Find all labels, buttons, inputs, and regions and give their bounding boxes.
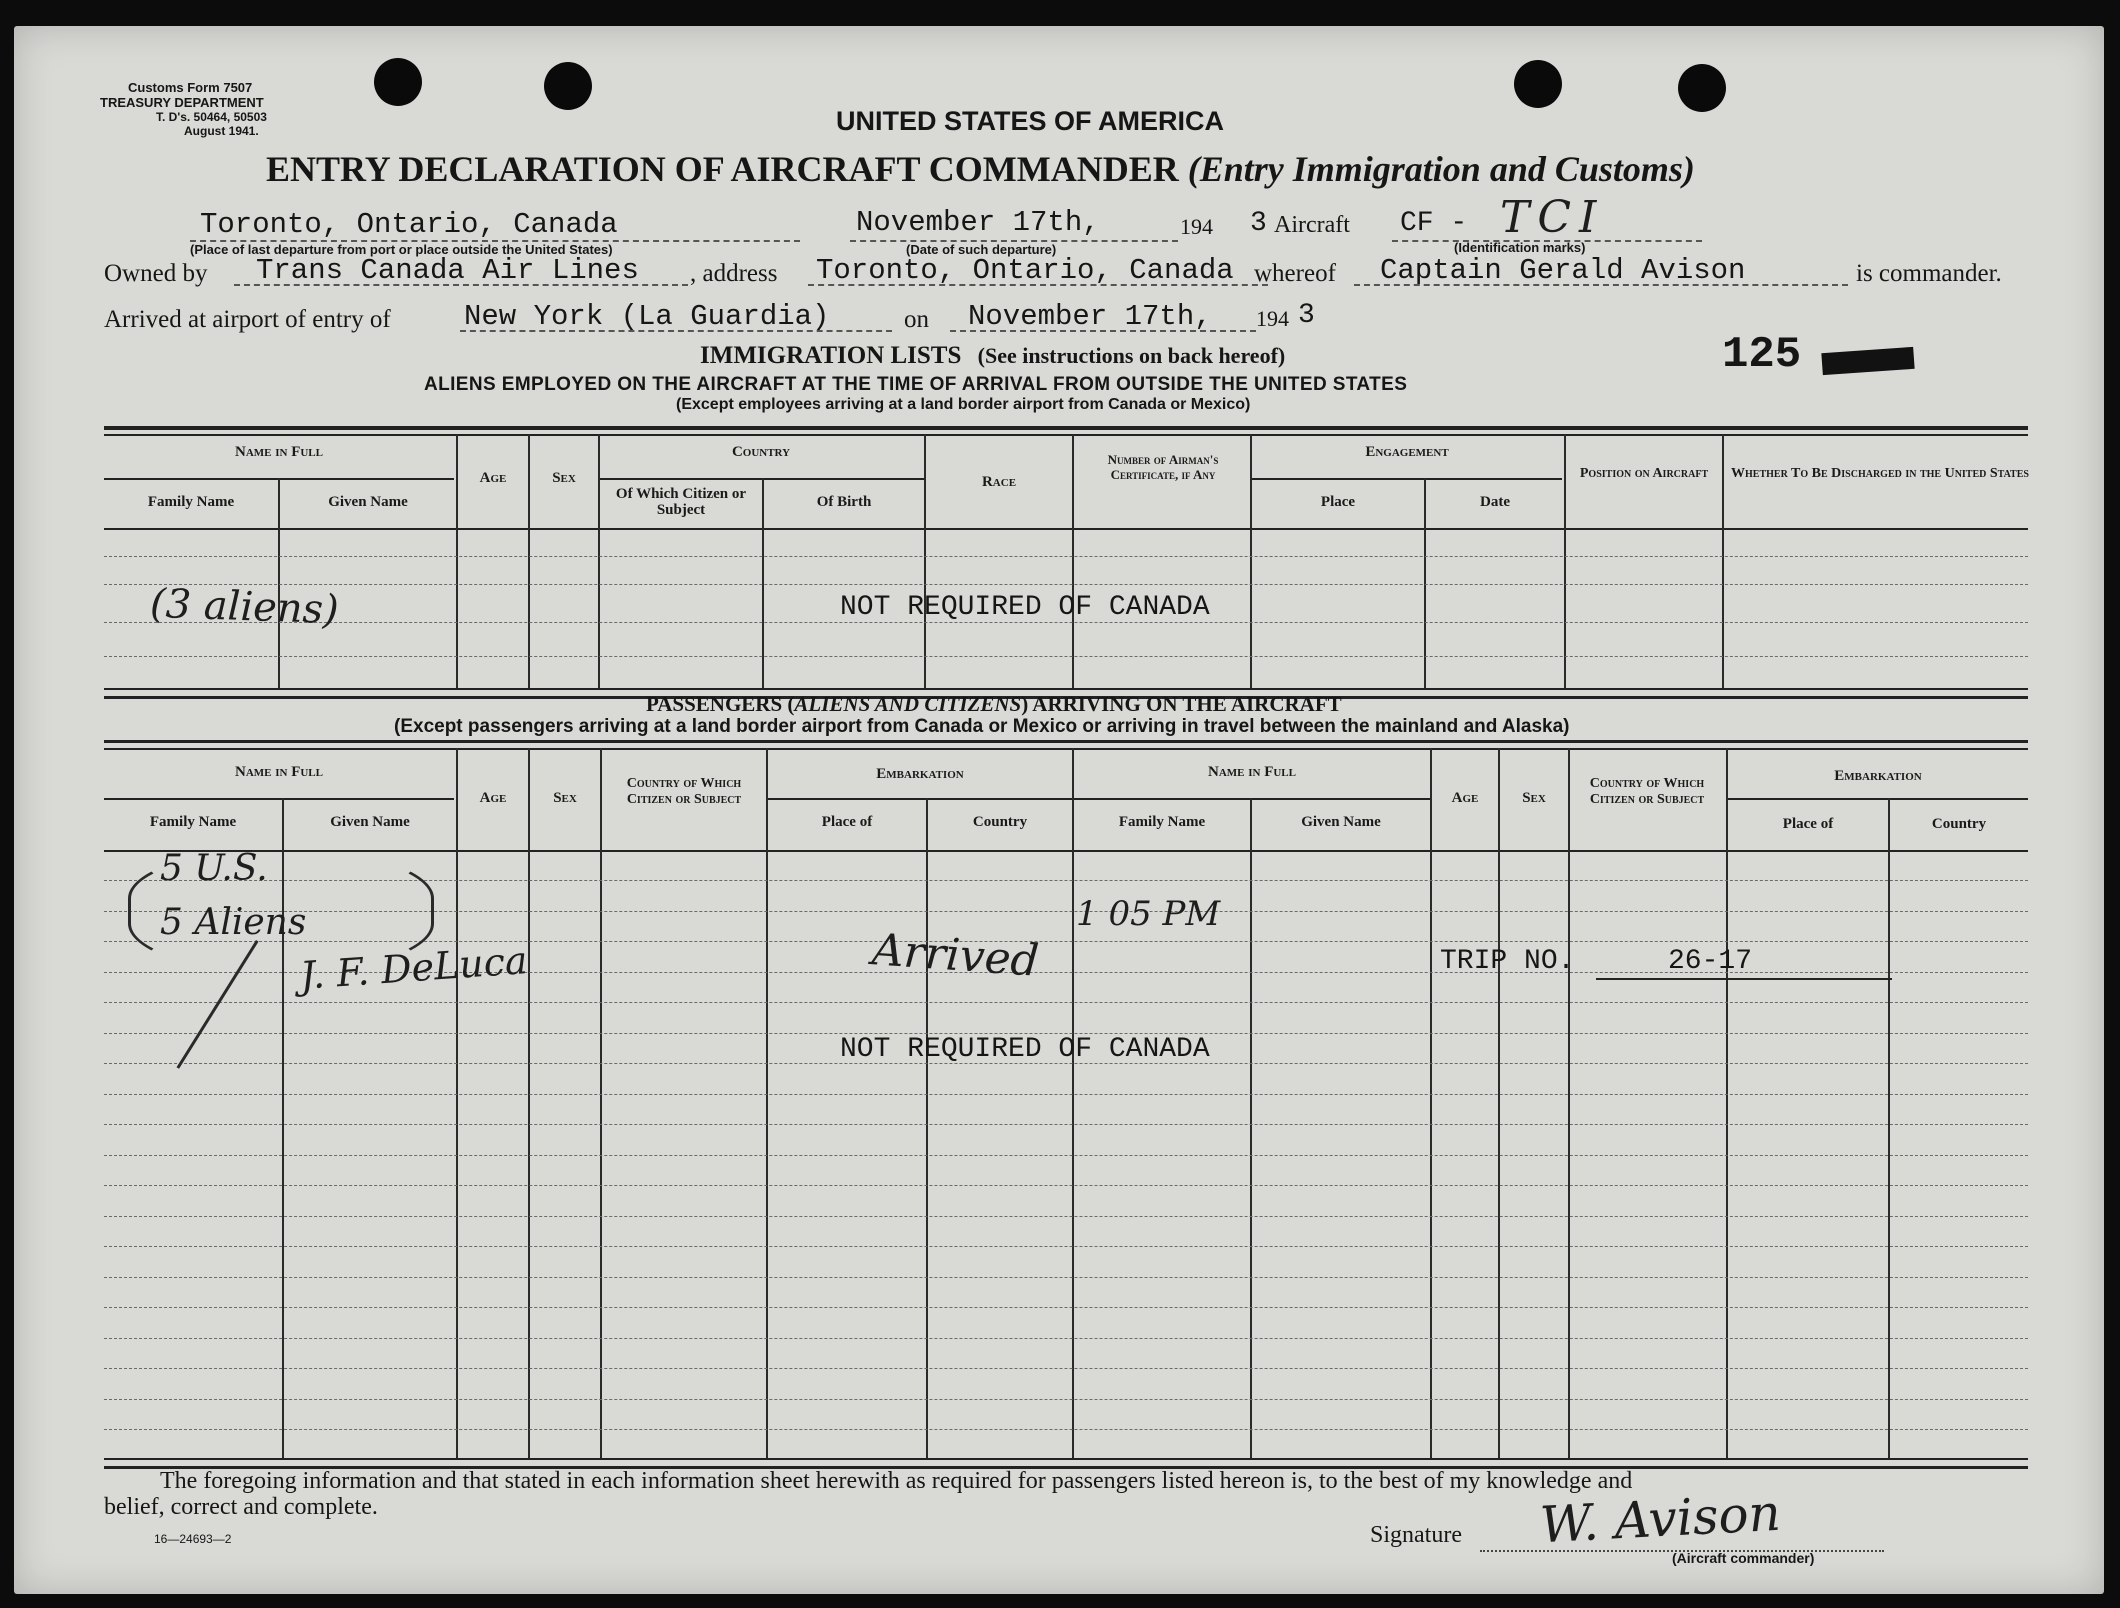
crew-table-top2 xyxy=(104,434,2028,436)
country-title: UNITED STATES OF AMERICA xyxy=(836,106,1224,136)
pax-table-top xyxy=(104,740,2028,743)
pax-header-bottom xyxy=(104,850,2028,852)
crew-header-given-name: Given Name xyxy=(328,494,408,510)
departure-date: November 17th, xyxy=(856,206,1100,239)
crew-col-line xyxy=(1072,434,1074,688)
arrival-airport-line xyxy=(460,330,892,332)
departure-place: Toronto, Ontario, Canada xyxy=(200,208,618,241)
stamp-number: 125 xyxy=(1722,330,1802,380)
crew-handwritten-note: (3 aliens) xyxy=(149,580,340,634)
form-number: Customs Form 7507 xyxy=(128,80,253,95)
pax-row-line xyxy=(104,1124,2028,1125)
crew-header-sex: Sex xyxy=(552,470,576,486)
crew-not-required-stamp: NOT REQUIRED OF CANADA xyxy=(840,592,1210,623)
pax-col-line xyxy=(1888,798,1890,1458)
pax-header-embarkation-2: Embarkation xyxy=(1834,768,1922,784)
crew-row-line xyxy=(104,584,2028,585)
crew-header-of-birth: Of Birth xyxy=(816,494,872,510)
pax-header-citizen-of-2: Country of Which Citizen or Subject xyxy=(1589,776,1705,807)
crew-table-top xyxy=(104,426,2028,430)
pax-row-line xyxy=(104,1094,2028,1095)
crew-table-bottom xyxy=(104,688,2028,690)
crew-header-country: Country xyxy=(731,444,791,460)
pax-row-line xyxy=(104,1216,2028,1217)
departure-year-prefix: 194 xyxy=(1180,214,1213,239)
pax-arrived-time: 1 05 PM xyxy=(1076,894,1221,934)
arrival-date: November 17th, xyxy=(968,300,1212,333)
pax-header-mid-name2 xyxy=(1074,798,1430,800)
pax-handwritten-count-us: 5 U.S. xyxy=(160,848,268,889)
passengers-title-italic: ALIENS AND CITIZENS xyxy=(794,692,1022,716)
owner-label: Owned by xyxy=(104,260,208,287)
passengers-note: (Except passengers arriving at a land border airport from Canada or Mexico or arriving in travel between the mainland and Alaska) xyxy=(394,716,1570,737)
pax-header-sex: Sex xyxy=(553,790,577,806)
pax-not-required-stamp: NOT REQUIRED OF CANADA xyxy=(840,1034,1210,1065)
arrival-year-prefix: 194 xyxy=(1256,306,1289,331)
aliens-title: ALIENS EMPLOYED ON THE AIRCRAFT AT THE TIME OF ARRIVAL FROM OUTSIDE THE UNITED STATES xyxy=(424,374,1408,395)
pax-row-line xyxy=(104,1429,2028,1430)
footer-declaration: The foregoing information and that stated in each information sheet herewith as required for passengers listed hereon is, to the best of my knowledge and xyxy=(160,1468,1633,1494)
pax-row-line xyxy=(104,1002,2028,1003)
punch-hole xyxy=(544,62,592,110)
pax-row-line xyxy=(104,1399,2028,1400)
immigration-title-main: IMMIGRATION LISTS xyxy=(700,342,962,369)
pax-col-line xyxy=(600,748,602,1458)
punch-hole xyxy=(374,58,422,106)
trip-number-line xyxy=(1596,978,1892,980)
arrival-airport: New York (La Guardia) xyxy=(464,300,830,333)
pax-row-line xyxy=(104,1155,2028,1156)
address-label: , address xyxy=(690,260,778,287)
pax-header-place-of-2: Place of xyxy=(1782,816,1834,832)
punch-hole xyxy=(1514,60,1562,108)
pax-col-line xyxy=(1072,748,1074,1458)
whereof-label: whereof xyxy=(1254,260,1336,287)
crew-header-engagement: Engagement xyxy=(1365,444,1449,460)
aircraft-marks-written: TCI xyxy=(1500,192,1605,243)
crew-row-line xyxy=(104,556,2028,557)
form-td-refs: T. D's. 50464, 50503 xyxy=(156,110,267,124)
commander-name: Captain Gerald Avison xyxy=(1380,254,1746,287)
commander-line xyxy=(1354,284,1848,286)
pax-row-line xyxy=(104,1338,2028,1339)
pax-header-given-name: Given Name xyxy=(330,814,410,830)
passengers-title-prefix: PASSENGERS ( xyxy=(646,692,795,716)
pax-header-family-name-2: Family Name xyxy=(1118,814,1206,830)
crew-header-citizen-of: Of Which Citizen or Subject xyxy=(615,486,747,518)
pax-header-citizen-of: Country of Which Citizen or Subject xyxy=(626,776,742,807)
pax-col-line xyxy=(1568,748,1570,1458)
pax-header-given-name-2: Given Name xyxy=(1301,814,1381,830)
crew-header-place: Place xyxy=(1320,494,1356,510)
crew-header-bottom xyxy=(104,528,2028,530)
departure-place-caption: (Place of last departure from port or place outside the United States) xyxy=(190,242,613,257)
pax-col-line xyxy=(1430,748,1432,1458)
signature-caption: (Aircraft commander) xyxy=(1672,1550,1815,1566)
owner-name: Trans Canada Air Lines xyxy=(256,254,639,287)
crew-header-name-in-full: Name in Full xyxy=(234,444,323,460)
pax-header-embarkation: Embarkation xyxy=(876,766,964,782)
form-date: August 1941. xyxy=(184,124,259,138)
pax-row-line xyxy=(104,1246,2028,1247)
crew-header-date: Date xyxy=(1480,494,1510,510)
footer-print-code: 16—24693—2 xyxy=(154,1532,232,1546)
pax-header-age: Age xyxy=(479,790,507,806)
commander-label: is commander. xyxy=(1856,260,2002,287)
pax-header-mid-name xyxy=(104,798,454,800)
crew-col-line xyxy=(1250,434,1252,688)
signature: W. Avison xyxy=(1538,1483,1783,1555)
pax-header-name-in-full-2: Name in Full xyxy=(1207,764,1296,780)
pax-handwritten-count-aliens: 5 Aliens xyxy=(160,902,307,943)
pax-header-mid-embark xyxy=(766,798,1072,800)
page-title-main: ENTRY DECLARATION OF AIRCRAFT COMMANDER xyxy=(266,149,1179,189)
signature-label: Signature xyxy=(1370,1522,1462,1548)
pax-header-name-in-full: Name in Full xyxy=(234,764,323,780)
footer-declaration-2: belief, correct and complete. xyxy=(104,1494,378,1520)
departure-year-suffix: 3 xyxy=(1250,208,1267,239)
pax-col-line xyxy=(528,748,530,1458)
crew-header-discharged: Whether To Be Discharged in the United States xyxy=(1731,466,2029,481)
passengers-title xyxy=(646,692,1342,717)
owner-address: Toronto, Ontario, Canada xyxy=(816,254,1234,287)
crew-col-line xyxy=(1722,434,1724,688)
pax-table-bottom xyxy=(104,1458,2028,1460)
owner-name-line xyxy=(234,284,688,286)
pax-col-line xyxy=(456,748,458,1458)
owner-address-line xyxy=(808,284,1268,286)
page-title-sub: (Entry Immigration and Customs) xyxy=(1187,149,1695,189)
arrival-label: Arrived at airport of entry of xyxy=(104,306,391,333)
pax-row-line xyxy=(104,1307,2028,1308)
pax-header-country-2: Country xyxy=(1931,816,1987,832)
immigration-title-note: (See instructions on back hereof) xyxy=(977,343,1286,368)
punch-hole xyxy=(1678,64,1726,112)
aircraft-marks-typed: CF - xyxy=(1400,208,1468,239)
pax-header-mid-embark2 xyxy=(1726,798,2028,800)
arrival-date-line xyxy=(950,330,1256,332)
arrival-on-label: on xyxy=(904,306,929,333)
crew-row-line xyxy=(104,656,2028,657)
pax-table-top2 xyxy=(104,748,2028,750)
pax-col-line xyxy=(1726,748,1728,1458)
pax-arrived-note: Arrived xyxy=(870,924,1041,987)
crew-header-certificate: Number of Airman's Certificate, if Any xyxy=(1107,452,1219,482)
arrival-year-suffix: 3 xyxy=(1298,300,1315,331)
departure-date-caption: (Date of such departure) xyxy=(906,242,1057,257)
crew-header-age: Age xyxy=(479,470,507,486)
aircraft-marks-caption: (Identification marks) xyxy=(1454,240,1586,255)
pax-row-line xyxy=(104,1277,2028,1278)
crew-col-line xyxy=(924,434,926,688)
pax-handwritten-initials: J. F. DeLuca xyxy=(298,938,529,998)
pax-col-line xyxy=(766,748,768,1458)
crew-header-position: Position on Aircraft xyxy=(1579,466,1709,481)
trip-label: TRIP NO. xyxy=(1440,946,1575,977)
pax-header-sex-2: Sex xyxy=(1522,790,1546,806)
form-department: TREASURY DEPARTMENT xyxy=(100,95,264,110)
pax-header-family-name: Family Name xyxy=(149,814,237,830)
crew-header-race: Race xyxy=(981,474,1017,490)
passengers-title-suffix: ) ARRIVING ON THE AIRCRAFT xyxy=(1021,692,1342,716)
pax-row-line xyxy=(104,1185,2028,1186)
immigration-title xyxy=(700,342,1285,370)
pax-col-line xyxy=(1250,798,1252,1458)
crew-header-family-name: Family Name xyxy=(147,494,235,510)
pax-header-place-of: Place of xyxy=(821,814,873,830)
pax-header-country: Country xyxy=(972,814,1028,830)
pax-col-line xyxy=(926,798,928,1458)
pax-header-age-2: Age xyxy=(1451,790,1479,806)
aircraft-label: Aircraft xyxy=(1274,212,1350,238)
pax-row-line xyxy=(104,1368,2028,1369)
page-title xyxy=(266,148,1695,190)
crew-header-mid-engage xyxy=(1250,478,1562,480)
crew-header-mid-country xyxy=(598,478,924,480)
aliens-note: (Except employees arriving at a land border airport from Canada or Mexico) xyxy=(676,396,1251,413)
crew-col-line xyxy=(598,434,600,688)
pax-col-line xyxy=(1498,748,1500,1458)
trip-number: 26-17 xyxy=(1668,946,1753,977)
